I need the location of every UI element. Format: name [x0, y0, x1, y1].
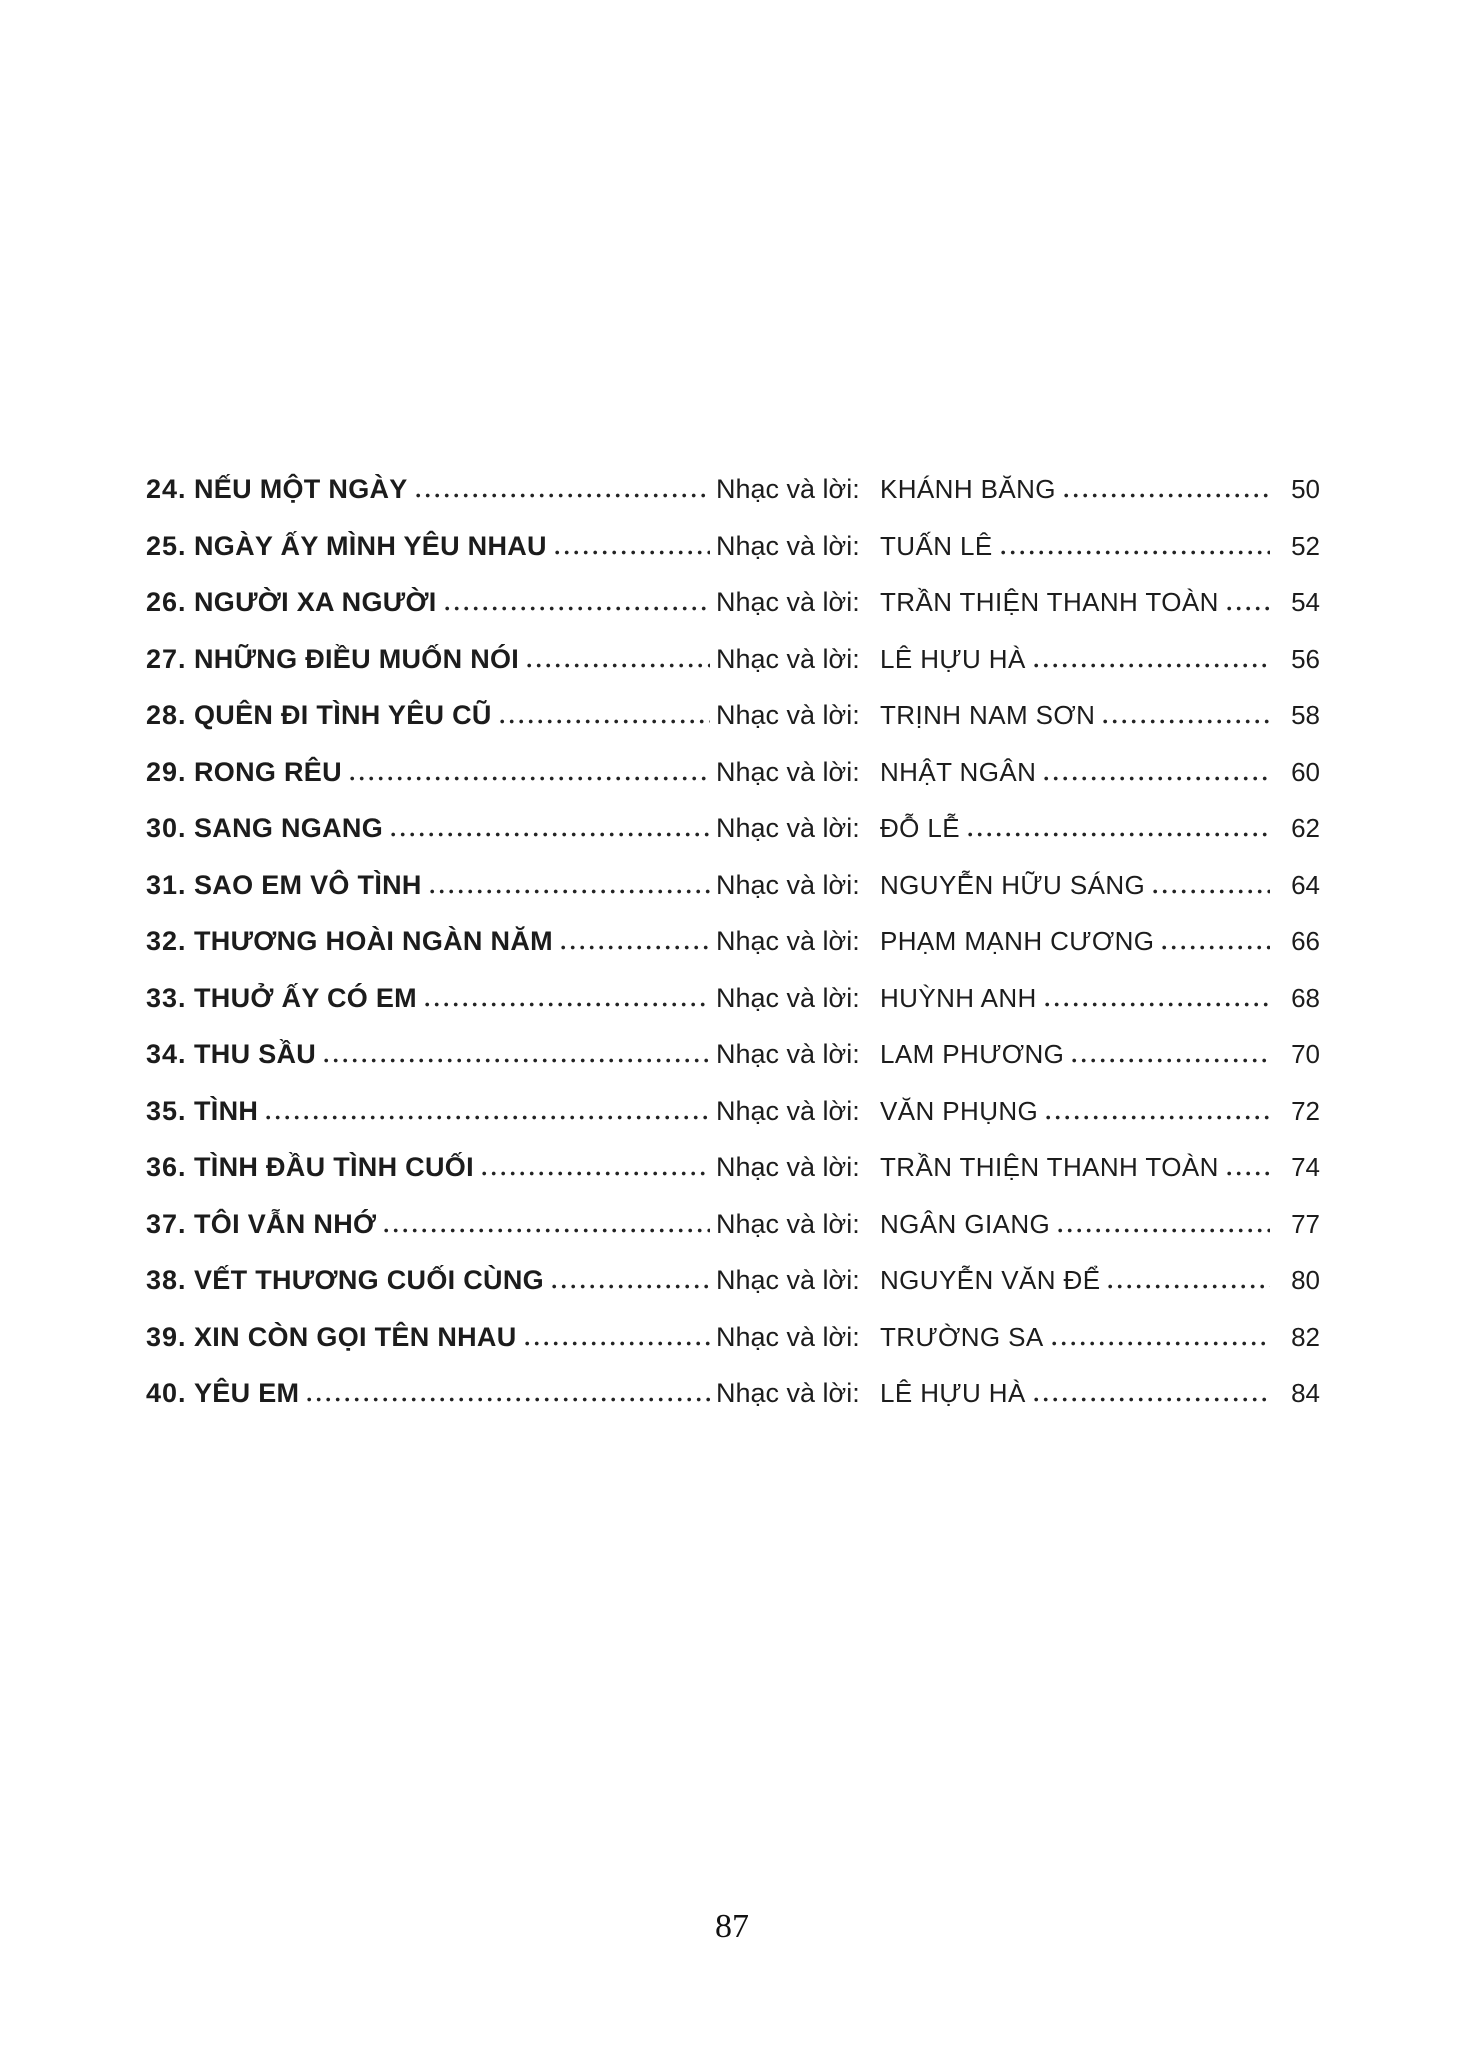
entry-page-number: 66	[1291, 926, 1320, 956]
entry-title-section	[146, 1152, 716, 1183]
entry-title: THU SẦU	[194, 1039, 317, 1069]
dot-leader	[1064, 493, 1270, 498]
entry-page-number: 62	[1291, 813, 1320, 843]
entry-composer: KHÁNH BĂNG	[880, 474, 1056, 504]
dot-leader	[391, 832, 710, 837]
entry-title: NGƯỜI XA NGƯỜI	[194, 587, 437, 617]
music-lyrics-label: Nhạc và lời:	[716, 1265, 860, 1295]
entry-composer-section	[880, 870, 1320, 901]
toc-entry	[146, 700, 1320, 757]
toc-entry	[146, 870, 1320, 927]
entry-composer: TUẤN LÊ	[880, 530, 993, 561]
entry-number: 31.	[146, 869, 187, 900]
dot-leader	[324, 1058, 710, 1063]
dot-leader	[1227, 1171, 1270, 1176]
dot-leader	[1153, 889, 1270, 894]
dot-leader	[968, 832, 1270, 837]
dot-leader	[1072, 1058, 1270, 1063]
toc-entry	[146, 1096, 1320, 1153]
entry-number: 27.	[146, 643, 187, 674]
entry-composer-section	[880, 757, 1320, 788]
entry-title: SANG NGANG	[194, 813, 384, 843]
entry-page-number: 72	[1291, 1095, 1320, 1126]
dot-leader	[552, 1284, 710, 1289]
entry-title-section	[146, 474, 716, 505]
entry-title-section	[146, 870, 716, 901]
entry-title-section	[146, 926, 716, 957]
entry-title-section	[146, 1039, 716, 1070]
dot-leader	[1044, 776, 1270, 781]
dot-leader	[1034, 663, 1270, 668]
entry-composer: LAM PHƯƠNG	[880, 1039, 1065, 1069]
entry-composer-section	[880, 983, 1320, 1014]
entry-title-section	[146, 700, 716, 731]
entry-composer-section	[880, 926, 1320, 957]
dot-leader	[555, 550, 710, 555]
entry-title-section	[146, 1322, 716, 1353]
entry-composer-section	[880, 1209, 1320, 1240]
toc-entry	[146, 1152, 1320, 1209]
entry-title: TÔI VẪN NHỚ	[194, 1208, 377, 1239]
dot-leader	[561, 945, 710, 950]
toc-entry	[146, 1209, 1320, 1266]
entry-number: 28.	[146, 700, 187, 730]
entry-title-section	[146, 983, 716, 1014]
music-lyrics-label: Nhạc và lời:	[716, 643, 860, 674]
entry-composer: VĂN PHỤNG	[880, 1095, 1039, 1126]
entry-page-number: 56	[1291, 643, 1320, 674]
dot-leader	[307, 1397, 710, 1402]
entry-title-section	[146, 1378, 716, 1409]
music-lyrics-label: Nhạc và lời:	[716, 587, 860, 617]
entry-page-number: 52	[1291, 530, 1320, 561]
entry-title: THƯƠNG HOÀI NGÀN NĂM	[194, 926, 553, 956]
music-lyrics-label: Nhạc và lời:	[716, 982, 860, 1013]
music-lyrics-label: Nhạc và lời:	[716, 869, 860, 900]
music-lyrics-label: Nhạc và lời:	[716, 1378, 860, 1408]
entry-page-number: 77	[1291, 1208, 1320, 1239]
entry-composer-section	[880, 1096, 1320, 1127]
dot-leader	[416, 493, 710, 498]
entry-page-number: 70	[1291, 1039, 1320, 1069]
toc-entry	[146, 587, 1320, 644]
entry-page-number: 68	[1291, 982, 1320, 1013]
dot-leader	[1058, 1228, 1270, 1233]
entry-number: 36.	[146, 1152, 187, 1182]
dot-leader	[384, 1228, 710, 1233]
entry-composer: HUỲNH ANH	[880, 982, 1037, 1013]
dot-leader	[527, 663, 710, 668]
music-lyrics-label: Nhạc và lời:	[716, 813, 860, 843]
entry-title-section	[146, 1209, 716, 1240]
toc-entry	[146, 1265, 1320, 1322]
entry-composer-section	[880, 1265, 1320, 1296]
dot-leader	[266, 1115, 710, 1120]
entry-number: 35.	[146, 1095, 187, 1126]
entry-title: NẾU MỘT NGÀY	[194, 474, 408, 504]
toc-entry	[146, 1378, 1320, 1435]
dot-leader	[350, 776, 710, 781]
entry-composer: NGUYỄN HỮU SÁNG	[880, 869, 1146, 900]
entry-number: 37.	[146, 1208, 187, 1239]
dot-leader	[1227, 606, 1270, 611]
music-lyrics-label: Nhạc và lời:	[716, 700, 860, 730]
entry-page-number: 80	[1291, 1265, 1320, 1295]
entry-number: 30.	[146, 813, 187, 843]
entry-title-section	[146, 1265, 716, 1296]
dot-leader	[482, 1171, 710, 1176]
toc-entry	[146, 926, 1320, 983]
entry-composer: NHẬT NGÂN	[880, 756, 1037, 787]
entry-title: TÌNH ĐẦU TÌNH CUỐI	[194, 1152, 474, 1182]
dot-leader	[1034, 1397, 1270, 1402]
entry-composer-section	[880, 1378, 1320, 1409]
toc-entry	[146, 531, 1320, 588]
entry-number: 39.	[146, 1321, 187, 1352]
toc-entry	[146, 983, 1320, 1040]
entry-title: NHỮNG ĐIỀU MUỐN NÓI	[194, 643, 520, 674]
entry-number: 33.	[146, 982, 187, 1013]
entry-number: 38.	[146, 1265, 187, 1295]
dot-leader	[500, 719, 710, 724]
entry-composer: NGÂN GIANG	[880, 1208, 1051, 1239]
entry-number: 34.	[146, 1039, 187, 1069]
music-lyrics-label: Nhạc và lời:	[716, 1208, 860, 1239]
entry-number: 40.	[146, 1378, 187, 1408]
dot-leader	[1108, 1284, 1270, 1289]
toc-entry	[146, 813, 1320, 870]
entry-title-section	[146, 813, 716, 844]
entry-title-section	[146, 644, 716, 675]
music-lyrics-label: Nhạc và lời:	[716, 474, 860, 504]
entry-composer: ĐỖ LỄ	[880, 813, 961, 843]
entry-page-number: 64	[1291, 869, 1320, 900]
dot-leader	[1103, 719, 1270, 724]
entry-composer-section	[880, 644, 1320, 675]
entry-composer: TRƯỜNG SA	[880, 1321, 1044, 1352]
entry-composer-section	[880, 531, 1320, 562]
entry-page-number: 58	[1291, 700, 1320, 730]
entry-title: SAO EM VÔ TÌNH	[194, 869, 422, 900]
dot-leader	[1162, 945, 1270, 950]
entry-composer: LÊ HỰU HÀ	[880, 1378, 1026, 1408]
entry-title: VẾT THƯƠNG CUỐI CÙNG	[194, 1265, 544, 1295]
entry-page-number: 84	[1291, 1378, 1320, 1408]
entry-title: RONG RÊU	[194, 756, 342, 787]
music-lyrics-label: Nhạc và lời:	[716, 530, 860, 561]
entry-composer-section	[880, 1039, 1320, 1070]
entry-page-number: 50	[1291, 474, 1320, 504]
entry-number: 29.	[146, 756, 187, 787]
music-lyrics-label: Nhạc và lời:	[716, 1095, 860, 1126]
entry-title: THUỞ ẤY CÓ EM	[194, 982, 417, 1013]
entry-title: QUÊN ĐI TÌNH YÊU CŨ	[194, 700, 492, 730]
entry-composer-section	[880, 700, 1320, 731]
toc-entry	[146, 1322, 1320, 1379]
entry-number: 25.	[146, 530, 187, 561]
dot-leader	[1045, 1002, 1270, 1007]
dot-leader	[1052, 1341, 1270, 1346]
entry-page-number: 60	[1291, 756, 1320, 787]
entry-page-number: 74	[1291, 1152, 1320, 1182]
entry-composer-section	[880, 1152, 1320, 1183]
entry-page-number: 82	[1291, 1321, 1320, 1352]
toc-entry	[146, 474, 1320, 531]
entry-title: XIN CÒN GỌI TÊN NHAU	[194, 1321, 517, 1352]
entry-title: YÊU EM	[194, 1378, 300, 1408]
music-lyrics-label: Nhạc và lời:	[716, 1321, 860, 1352]
entry-composer-section	[880, 813, 1320, 844]
entry-title-section	[146, 587, 716, 618]
entry-composer: NGUYỄN VĂN ĐỂ	[880, 1265, 1101, 1295]
entry-number: 26.	[146, 587, 187, 617]
table-of-contents	[146, 474, 1320, 1435]
music-lyrics-label: Nhạc và lời:	[716, 756, 860, 787]
dot-leader	[430, 889, 710, 894]
entry-composer-section	[880, 587, 1320, 618]
entry-number: 32.	[146, 926, 187, 956]
dot-leader	[445, 606, 710, 611]
entry-title-section	[146, 531, 716, 562]
entry-title-section	[146, 1096, 716, 1127]
entry-title: NGÀY ẤY MÌNH YÊU NHAU	[194, 530, 547, 561]
entry-composer: TRẦN THIỆN THANH TOÀN	[880, 587, 1219, 617]
entry-number: 24.	[146, 474, 187, 504]
music-lyrics-label: Nhạc và lời:	[716, 1152, 860, 1182]
entry-page-number: 54	[1291, 587, 1320, 617]
toc-entry	[146, 644, 1320, 701]
entry-composer-section	[880, 474, 1320, 505]
entry-composer: PHẠM MẠNH CƯƠNG	[880, 926, 1155, 956]
music-lyrics-label: Nhạc và lời:	[716, 1039, 860, 1069]
entry-title-section	[146, 757, 716, 788]
dot-leader	[1001, 550, 1270, 555]
dot-leader	[425, 1002, 710, 1007]
folio-page-number: 87	[715, 1908, 749, 1945]
dot-leader	[1046, 1115, 1270, 1120]
music-lyrics-label: Nhạc và lời:	[716, 926, 860, 956]
entry-title: TÌNH	[194, 1095, 259, 1126]
entry-composer: TRẦN THIỆN THANH TOÀN	[880, 1152, 1219, 1182]
entry-composer: LÊ HỰU HÀ	[880, 643, 1026, 674]
toc-entry	[146, 1039, 1320, 1096]
entry-composer-section	[880, 1322, 1320, 1353]
dot-leader	[525, 1341, 710, 1346]
toc-entry	[146, 757, 1320, 814]
entry-composer: TRỊNH NAM SƠN	[880, 700, 1096, 730]
